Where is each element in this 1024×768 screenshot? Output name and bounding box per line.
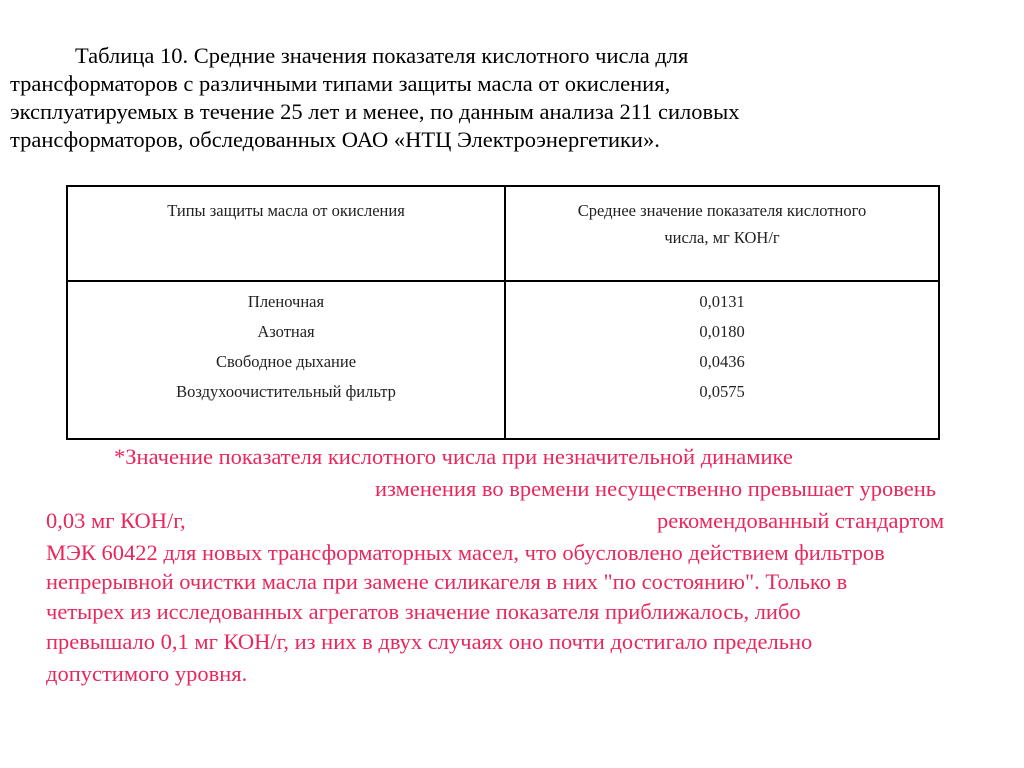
table-cell-value: 0,0180 <box>699 322 745 341</box>
footnote-line: рекомендованный стандартом <box>657 508 945 533</box>
footnote-line: *Значение показателя кислотного числа при незначительной динамике <box>114 444 793 469</box>
table-cell-type: Воздухоочистительный фильтр <box>176 382 396 401</box>
acid-number-table <box>66 185 940 440</box>
footnote-line: четырех из исследованных агрегатов значение показателя приближалось, либо <box>46 599 801 624</box>
footnote-line: изменения во времени несущественно превышает уровень <box>375 476 937 501</box>
average-value-column <box>506 287 938 407</box>
header-average-value <box>506 197 938 251</box>
caption-line: эксплуатируемых в течение 25 лет и менее, по данным анализа 211 силовых <box>10 99 740 124</box>
table-cell-type: Пленочная <box>247 292 325 311</box>
header-protection-type-text: Типы защиты масла от окисления <box>167 201 405 220</box>
footnote-line: 0,03 мг КОН/г, <box>46 508 186 533</box>
table-caption <box>10 42 1010 154</box>
footnote-line: допустимого уровня. <box>46 661 248 686</box>
table-cell-value: 0,0436 <box>699 352 745 371</box>
protection-type-column <box>68 287 504 407</box>
caption-line: трансформаторов с различными типами защиты масла от окисления, <box>10 71 671 96</box>
table-cell-type: Азотная <box>257 322 315 341</box>
footnote-line: МЭК 60422 для новых трансформаторных масел, что обусловлено действием фильтров <box>46 540 885 565</box>
caption-line: трансформаторов, обследованных ОАО «НТЦ Электроэнергетики». <box>10 127 660 152</box>
table-cell-value: 0,0131 <box>699 292 745 311</box>
header-average-value-line1: Среднее значение показателя кислотного <box>577 201 867 220</box>
footnote-line: непрерывной очистки масла при замене силикагеля в них "по состоянию". Только в <box>46 569 848 594</box>
footnote-line: превышало 0,1 мг КОН/г, из них в двух случаях оно почти достигало предельно <box>46 629 813 654</box>
header-average-value-line2: числа, мг КОН/г <box>664 228 780 247</box>
table-cell-type: Свободное дыхание <box>215 352 357 371</box>
table-header-divider <box>68 280 938 282</box>
caption-line: Таблица 10. Средние значения показателя кислотного числа для <box>75 43 689 68</box>
table-cell-value: 0,0575 <box>699 382 745 401</box>
header-protection-type <box>68 197 504 224</box>
